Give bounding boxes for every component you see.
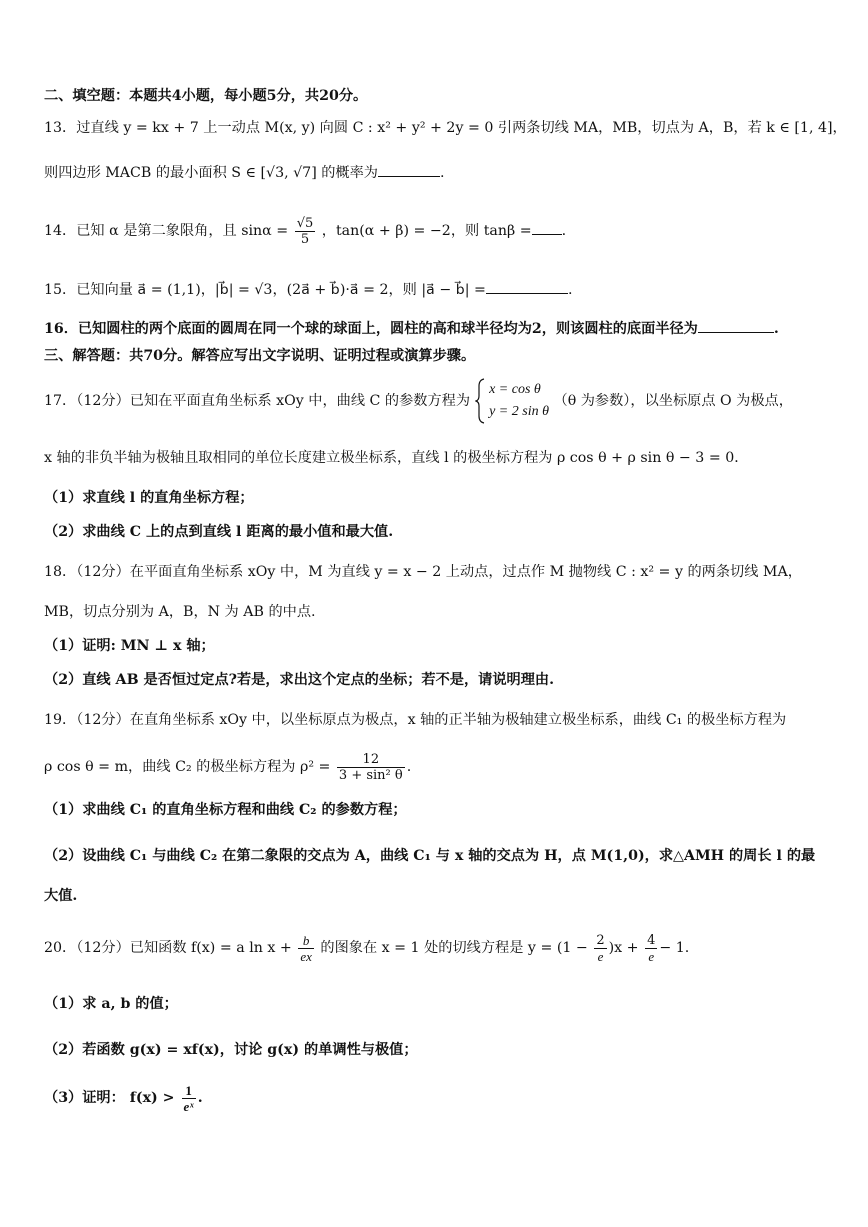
question-14 <box>44 214 566 248</box>
parametric-system <box>489 379 549 423</box>
fraction-numerator: 4 <box>647 932 656 948</box>
question-19-line-1: 19．（12分）在直角坐标系 xOy 中，以坐标原点为极点，x 轴的正半轴为极轴建立极坐标系，曲线 C₁ 的极坐标方程为 <box>44 712 787 728</box>
fraction-numerator: 12 <box>337 752 405 768</box>
answer-blank-16 <box>698 318 774 333</box>
fraction-numerator: √5 <box>296 215 314 231</box>
fraction-12-over-3-plus-sin2 <box>337 752 405 783</box>
fraction-denominator: e <box>597 948 604 964</box>
question-17-text-a: 17．（12分）已知在平面直角坐标系 xOy 中，曲线 C 的参数方程为 <box>44 393 471 409</box>
question-17-text-b: （θ 为参数），以坐标原点 O 为极点， <box>553 393 793 409</box>
fraction-numerator: 1 <box>182 1083 196 1099</box>
question-20-part-1: （1）求 a, b 的值； <box>44 996 178 1012</box>
question-20-part-3 <box>44 1080 203 1116</box>
fraction-denominator: ex <box>300 948 312 964</box>
question-18-part-1: （1）证明: MN ⊥ x 轴； <box>44 638 215 654</box>
question-16-text: 16．已知圆柱的两个底面的圆周在同一个球的球面上，圆柱的高和球半径均为2，则该圆柱的底面半径为 <box>44 321 698 337</box>
question-19-end: . <box>406 759 412 775</box>
fraction-denominator: e <box>648 948 655 964</box>
question-19-part-2-continued: 大值. <box>44 888 78 904</box>
answer-blank-13 <box>378 162 440 177</box>
fraction-denominator: 5 <box>300 231 310 247</box>
question-17-part-1: （1）求直线 l 的直角坐标方程； <box>44 490 254 506</box>
question-13-text: 则四边形 MACB 的最小面积 S ∈ [√3, √7] 的概率为 <box>44 165 378 181</box>
question-14-text-a: 14．已知 α 是第二象限角，且 sinα = <box>44 223 289 239</box>
fraction-2-over-e <box>594 933 606 964</box>
question-17-line-1 <box>44 378 793 424</box>
question-14-end: . <box>561 223 567 239</box>
question-17-line-2: x 轴的非负半轴为极轴且取相同的单位长度建立极坐标系，直线 l 的极坐标方程为 ρ cos θ + ρ sin θ − 3 = 0． <box>44 450 749 466</box>
fraction-denominator: eˣ <box>183 1098 194 1114</box>
section-heading-fill-in: 二、填空题：本题共4小题，每小题5分，共20分。 <box>44 88 368 104</box>
question-14-text-b: ，tan(α + β) = −2，则 tanβ = <box>321 223 532 239</box>
question-18-line-2: MB，切点分别为 A，B，N 为 AB 的中点. <box>44 604 316 620</box>
question-20-text-a: 20．（12分）已知函数 f(x) = a ln x + <box>44 940 292 956</box>
question-20-text-d: − 1. <box>659 940 690 956</box>
question-20-text-c: )x + <box>608 940 639 956</box>
question-19-part-1: （1）求曲线 C₁ 的直角坐标方程和曲线 C₂ 的参数方程； <box>44 802 407 818</box>
question-20-line-1 <box>44 928 689 968</box>
question-18-part-2: （2）直线 AB 是否恒过定点?若是，求出这个定点的坐标；若不是，请说明理由. <box>44 672 555 688</box>
question-19-part-2: （2）设曲线 C₁ 与曲线 C₂ 在第二象限的交点为 A，曲线 C₁ 与 x 轴的交点为 H，点 M(1,0)，求△AMH 的周长 l 的最 <box>44 848 816 864</box>
question-20-text-b: 的图象在 x = 1 处的切线方程是 y = (1 − <box>320 940 588 956</box>
fraction-1-over-e-to-x <box>182 1083 196 1114</box>
question-13-line-1: 13．过直线 y = kx + 7 上一动点 M(x, y) 向圆 C : x² + y² + 2y = 0 引两条切线 MA，MB，切点为 A，B，若 k ∈ [1, 4]， <box>44 120 847 136</box>
fraction-sqrt5-over-5 <box>295 216 316 247</box>
fraction-denominator: 3 + sin² θ <box>338 767 403 783</box>
answer-blank-15 <box>486 279 568 294</box>
question-20-part-2: （2）若函数 g(x) = xf(x)，讨论 g(x) 的单调性与极值； <box>44 1042 418 1058</box>
question-18-line-1: 18．（12分）在平面直角坐标系 xOy 中，M 为直线 y = x − 2 上动点，过点作 M 抛物线 C : x² = y 的两条切线 MA， <box>44 564 802 580</box>
fraction-4-over-e <box>645 933 657 964</box>
fraction-numerator: b <box>298 933 314 949</box>
question-19-line-2 <box>44 748 411 786</box>
question-16 <box>44 318 779 339</box>
section-heading-solutions: 三、解答题：共70分。解答应写出文字说明、证明过程或演算步骤。 <box>44 348 476 364</box>
answer-blank-14 <box>532 220 562 235</box>
question-20-part-3-text: （3）证明： f(x) > <box>44 1090 175 1106</box>
fraction-b-over-ex <box>298 933 314 964</box>
question-15-text: 15．已知向量 a⃗ = (1,1)，|b⃗| = √3，(2a⃗ + b⃗)·a⃗ = 2，则 |a⃗ − b⃗| = <box>44 282 486 298</box>
fraction-numerator: 2 <box>596 932 605 948</box>
question-15 <box>44 279 572 300</box>
question-20-part-3-end: . <box>197 1090 203 1106</box>
question-17-part-2: （2）求曲线 C 上的点到直线 l 距离的最小值和最大值. <box>44 524 394 540</box>
left-brace-icon <box>475 378 485 424</box>
parametric-x: x = cos θ <box>489 382 541 397</box>
question-16-end: . <box>773 321 779 337</box>
question-13-line-2 <box>44 162 445 183</box>
question-19-text: ρ cos θ = m，曲线 C₂ 的极坐标方程为 ρ² = <box>44 759 331 775</box>
question-15-end: . <box>567 282 573 298</box>
question-13-end: . <box>440 165 445 181</box>
parametric-y: y = 2 sin θ <box>489 404 549 419</box>
